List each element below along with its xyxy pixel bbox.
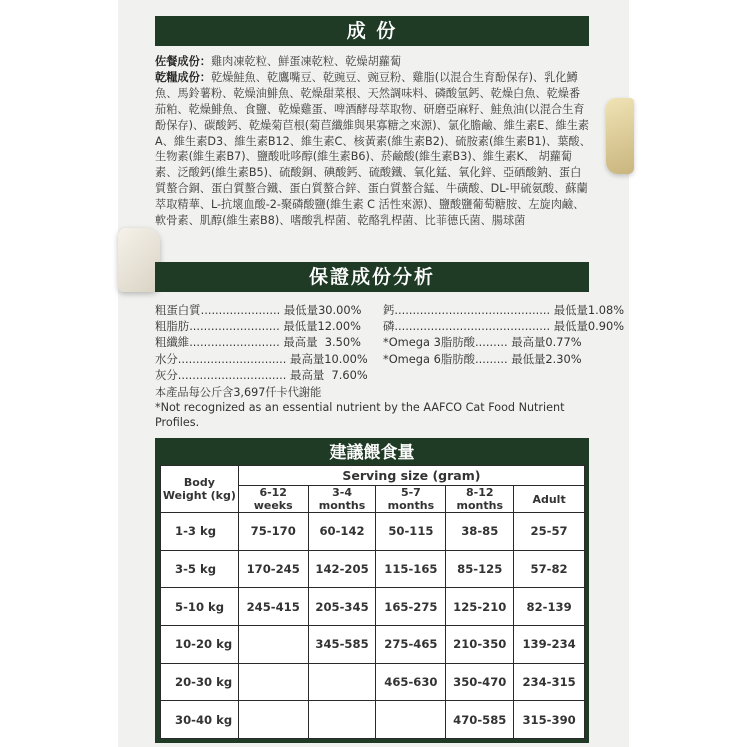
- age-column-header: 8-12 months: [446, 486, 514, 513]
- table-row: 30-40 kg 470-585 315-390: [161, 701, 585, 739]
- feeding-guide: [155, 438, 589, 743]
- table-row: 20-30 kg 465-630 350-470 234-315: [161, 663, 585, 701]
- kibble-photo-left: [118, 228, 160, 292]
- main-text: 乾燥鮭魚、乾鷹嘴豆、乾豌豆、豌豆粉、雞脂(以混合生育酚保存)、乳化鱒魚、馬鈴薯粉、乾燥油鯡魚、乾燥甜菜根、天然調味料、磷酸氫鈣、乾燥白魚、乾燥番茄粕、乾燥鯡魚、食鹽、乾燥雞蛋、啤酒酵母萃取物、研磨亞麻籽、鮭魚油(以混合生育酚保存)、碳酸鈣、乾燥菊苣根(菊苣纖維與果寡糖之來源)、氯化膽鹼、維生素E、維生素A、維生素D3、維生素B12、維生素C、核黃素(維生素B2)、硫胺素(維生素B1)、葉酸、生物素(維生素B7)、鹽酸吡哆醇(維生素B6)、菸鹼酸(維生素B3)、維生素K、 胡蘿蔔素、泛酸鈣(維生素B5)、硫酸銅、碘酸鈣、硫酸鐵、氧化錳、氧化鋅、亞硒酸鈉、蛋白質螯合銅、蛋白質螯合鐵、蛋白質螯合鋅、蛋白質螯合錳、牛磺酸、DL-甲硫氨酸、蘇蘭萃取精華、L-抗壞血酸-2-聚磷酸鹽(維生素 C 活性來源)、鹽酸鹽葡萄糖胺、左旋肉鹼、軟骨素、肌醇(維生素B8)、嗜酸乳桿菌、乾酪乳桿菌、比菲德氏菌、腸球菌: [155, 70, 591, 228]
- table-row: 1-3 kg 75-170 60-142 50-115 38-85 25-57: [161, 513, 585, 551]
- table-row: 3-5 kg 170-245 142-205 115-165 85-125 57-82: [161, 550, 585, 588]
- analysis-row: 灰分.............................. 最高量 7.60%: [155, 367, 368, 382]
- age-column-header: 6-12 weeks: [238, 486, 308, 513]
- main-label: 乾糧成份：: [155, 70, 211, 84]
- analysis-title: 保證成份分析: [155, 262, 589, 292]
- analysis-row: 粗纖維......................... 最高量 3.50%: [155, 335, 361, 350]
- topping-text: 雞肉凍乾粒、鮮蛋凍乾粒、乾燥胡蘿蔔: [210, 55, 402, 68]
- topping-ingredients: [155, 54, 591, 70]
- kibble-photo-right: [606, 98, 634, 174]
- table-row: 10-20 kg 345-585 275-465 210-350 139-234: [161, 625, 585, 663]
- analysis-row: 磷........................................... 最低量0.90%: [383, 319, 625, 334]
- ingredients-block: [155, 54, 591, 229]
- feeding-title: 建議餵食量: [329, 443, 415, 463]
- analysis-row: *Omega 6脂肪酸......... 最低量2.30%: [383, 351, 582, 366]
- analysis-row: *Omega 3脂肪酸......... 最高量0.77%: [383, 335, 582, 350]
- analysis-row: 鈣........................................... 最低量1.08%: [383, 303, 625, 317]
- topping-label: 佐餐成份：: [155, 55, 211, 68]
- analysis-row: 水分.............................. 最高量10.00%: [155, 351, 368, 366]
- notes-block: [155, 385, 595, 431]
- aafco-note: *Not recognized as an essential nutrient by the AAFCO Cat Food Nutrient Profiles.: [155, 401, 565, 430]
- ingredients-title: 成 份: [155, 16, 589, 46]
- main-ingredients: [155, 70, 591, 229]
- table-row: 5-10 kg 245-415 205-345 165-275 125-210 82-139: [161, 588, 585, 626]
- analysis-row: 粗蛋白質...................... 最低量30.00%: [155, 303, 362, 317]
- analysis-left-column: [155, 302, 368, 383]
- age-column-header: 3-4 months: [308, 486, 376, 513]
- feeding-table: [160, 465, 585, 739]
- serving-size-header: Serving size (gram): [238, 466, 584, 486]
- analysis-right-column: [383, 302, 624, 367]
- calorie-note: 本產品每公斤含3,697仟卡代謝能: [155, 386, 322, 399]
- body-weight-header: Body Weight (kg): [161, 466, 239, 513]
- age-column-header: Adult: [514, 486, 585, 513]
- analysis-row: 粗脂肪......................... 最低量12.00%: [155, 319, 361, 334]
- age-column-header: 5-7 months: [376, 486, 446, 513]
